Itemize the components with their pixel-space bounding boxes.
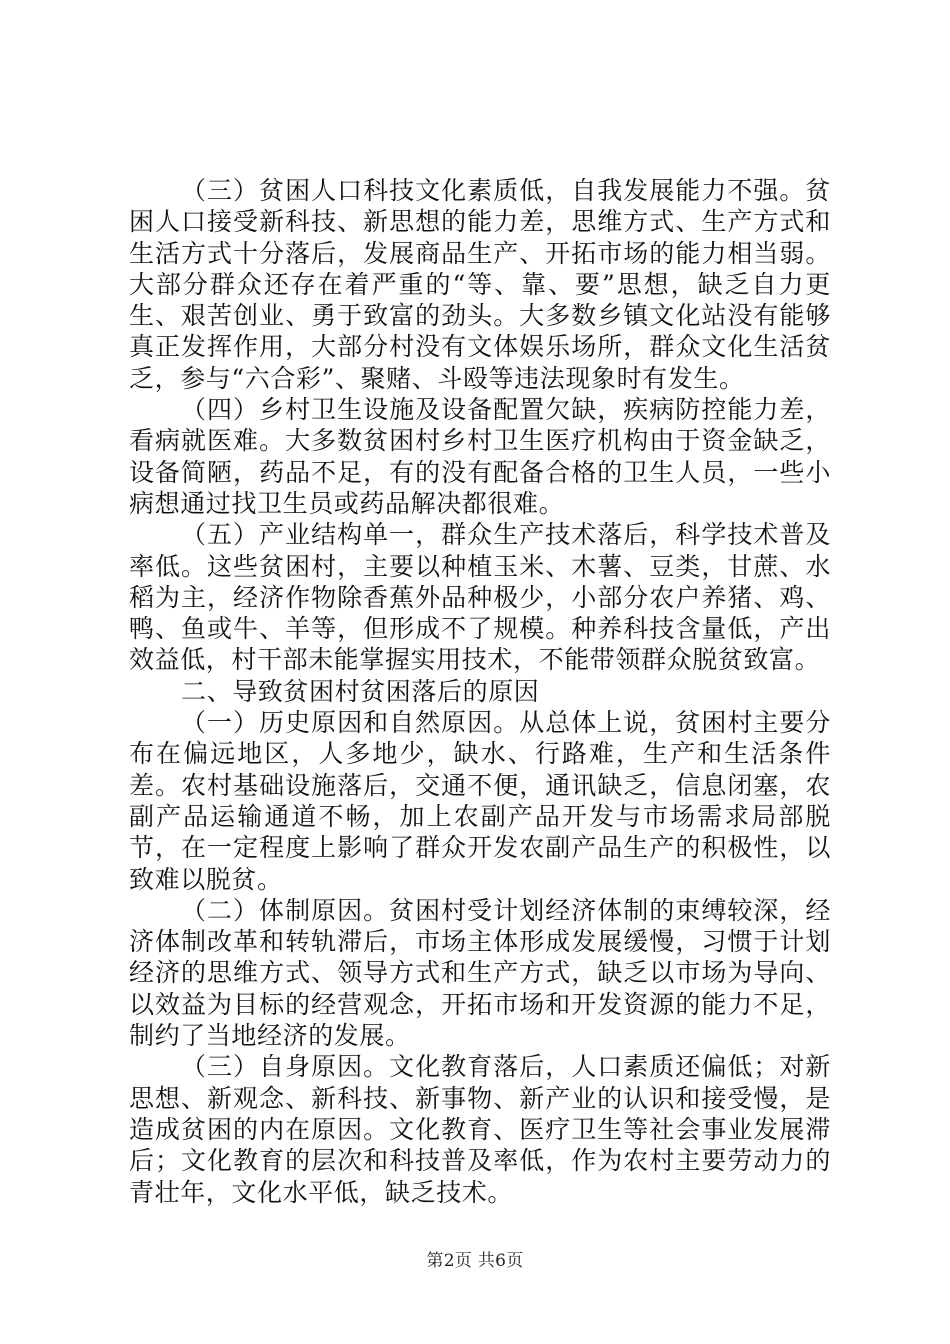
- document-body: [129, 175, 831, 1208]
- paragraph-internal-causes: （三）自身原因。文化教育落后，人口素质还偏低；对新思想、新观念、新科技、新事物、新产业的认识和接受慢，是造成贫困的内在原因。文化教育、医疗卫生等社会事业发展滞后；文化教育的层次和科技普及率低，作为农村主要劳动力的青壮年，文化水平低，缺乏技术。: [129, 1052, 831, 1207]
- paragraph-historical-natural-causes: （一）历史原因和自然原因。从总体上说，贫困村主要分布在偏远地区，人多地少，缺水、行路难，生产和生活条件差。农村基础设施落后，交通不便，通讯缺乏，信息闭塞，农副产品运输通道不畅，加上农副产品开发与市场需求局部脱节，在一定程度上影响了群众开发农副产品生产的积极性，以致难以脱贫。: [129, 708, 831, 894]
- paragraph-rural-health-facilities: （四）乡村卫生设施及设备配置欠缺，疾病防控能力差，看病就医难。大多数贫困村乡村卫生医疗机构由于资金缺乏，设备简陋，药品不足，有的没有配备合格的卫生人员，一些小病想通过找卫生员或药品解决都很难。: [129, 395, 831, 518]
- paragraph-industry-structure: （五）产业结构单一，群众生产技术落后，科学技术普及率低。这些贫困村，主要以种植玉米、木薯、豆类，甘蔗、水稻为主，经济作物除香蕉外品种极少，小部分农户养猪、鸡、鸭、鱼或牛、羊等，但形成不了规模。种养科技含量低，产出效益低，村干部未能掌握实用技术，不能带领群众脱贫致富。: [129, 520, 831, 675]
- paragraph-poor-population-education: （三）贫困人口科技文化素质低，自我发展能力不强。贫困人口接受新科技、新思想的能力差，思维方式、生产方式和生活方式十分落后，发展商品生产、开拓市场的能力相当弱。大部分群众还存在着严重的“等、靠、要”思想，缺乏自力更生、艰苦创业、勇于致富的劲头。大多数乡镇文化站没有能够真正发挥作用，大部分村没有文体娱乐场所，群众文化生活贫乏，参与“六合彩”、聚赌、斗殴等违法现象时有发生。: [129, 176, 831, 393]
- section-heading-causes: 二、导致贫困村贫困落后的原因: [181, 676, 540, 706]
- page-number-footer: 第2页 共6页: [426, 1251, 524, 1271]
- paragraph-institutional-causes: （二）体制原因。贫困村受计划经济体制的束缚较深，经济体制改革和转轨滞后，市场主体形成发展缓慢，习惯于计划经济的思维方式、领导方式和生产方式，缺乏以市场为导向、以效益为目标的经营观念，开拓市场和开发资源的能力不足，制约了当地经济的发展。: [129, 895, 831, 1051]
